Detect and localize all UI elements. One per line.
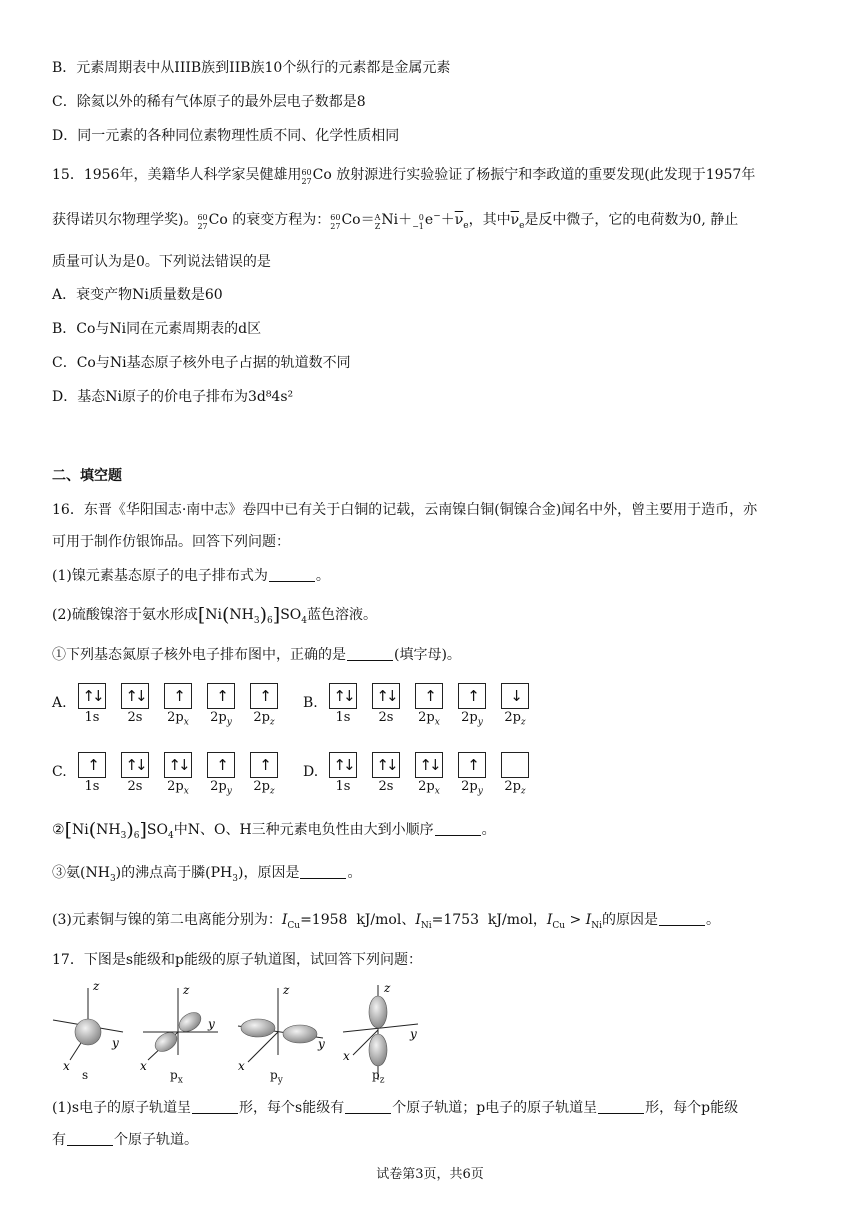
q16-sub3: ③氨$(NH_3)$的沸点高于膦$(PH_3)$，原因是 。 [52,865,362,884]
answer-blank [300,864,346,879]
q16-part3: (3)元素铜与镍的第二电离能分别为：$I_{Cu}=1958$ kJ/mol、$I_{Ni}=1753$ kJ/mol，$I_{Cu} > I_{Ni}$的原因是 。 [52,912,721,931]
q14-option-d: D．同一元素的各种同位素物理性质不同、化学性质相同 [52,128,400,144]
svg-text:x: x [140,1059,147,1073]
answer-blank [192,1099,238,1114]
orbital-box [501,752,529,778]
orbital-box: ↓ [501,683,529,709]
orbital-box: ↑↓ [121,752,149,778]
orbital-box: ↑ [207,683,235,709]
answer-blank [435,821,481,836]
q15-line1: 15．1956年，美籍华人科学家吴健雄用60 27Co 放射源进行实验验证了杨振宁和李政道的重要发现(此发现于1957年 [52,167,756,186]
orbital-box: ↑ [250,683,278,709]
q14-option-c: C．除氦以外的稀有气体原子的最外层电子数都是8 [52,94,366,110]
page-footer: 试卷第3页，共6页 [376,1167,484,1182]
orbital-shapes-figure [48,980,428,1090]
section-title: 二、填空题 [52,468,122,484]
svg-text:y: y [112,1036,119,1050]
orbital-box: ↑↓ [329,683,357,709]
co-isotope-notation: 60 27 [301,168,312,186]
orbital-label: 2s [378,779,394,794]
q15-option-b: B．Co与Ni同在元素周期表的d区 [52,321,262,337]
q16-part1: (1)镍元素基态原子的电子排布式为 。 [52,568,330,584]
orbital-label: $2p_z$ [504,779,526,797]
orbital-label: 2s [378,710,394,725]
svg-text:z: z [384,981,391,995]
orbital-label: 2s [127,710,143,725]
orbital-box: ↑ [250,752,278,778]
orbital-label: $2p_y$ [210,710,232,728]
orbital-box: ↑ [458,683,486,709]
orbital-label: $2p_y$ [461,779,483,797]
q16-sub2: $②[Ni(NH_3)_6]SO_4$中N、O、H三种元素电负性由大到小顺序 。 [52,819,496,841]
q15-option-c: C．Co与Ni基态原子核外电子占据的轨道数不同 [52,355,351,371]
q17-line1: 17．下图是s能级和p能级的原子轨道图，试回答下列问题： [52,952,422,968]
q17-part1-line2: 有 个原子轨道。 [52,1132,198,1148]
orbital-box: ↑↓ [372,683,400,709]
svg-text:x: x [63,1059,70,1073]
svg-text:z: z [183,983,190,997]
diagram-option-a: A. [52,695,67,711]
orbital-label: $2p_x$ [418,710,440,728]
orbital-label: $2p_z$ [253,710,275,728]
q15-line2: 获得诺贝尔物理学奖)。60 27Co 的衰变方程为：60 27Co＝A ZNi＋ 0 $-1e^-+\overline{\nu}_e$，其中$\overline{\nu}_e$是反中微子，它的电荷数为0, 静止 [52,211,739,231]
orbital-label: 1s [84,710,100,725]
orbital-label: $2p_y$ [461,710,483,728]
answer-blank [347,646,393,661]
q16-part2: (2)硫酸镍溶于氨水形成$[Ni(NH_3)_6]SO_4$蓝色溶液。 [52,604,378,626]
svg-text:z: z [93,980,100,993]
q15-option-a: A．衰变产物Ni质量数是60 [52,287,223,303]
svg-text:y: y [410,1027,417,1041]
answer-blank [659,911,705,926]
svg-text:y: y [318,1037,325,1051]
answer-blank [67,1131,113,1146]
q16-line1: 16．东晋《华阳国志·南中志》卷四中已有关于白铜的记载，云南镍白铜(铜镍合金)闻名中外，曾主要用于造币，亦 [52,502,758,518]
answer-blank [269,567,315,582]
q15-option-d: D．基态Ni原子的价电子排布为3d⁸4s² [52,389,294,405]
q16-line2: 可用于制作仿银饰品。回答下列问题： [52,534,290,550]
answer-blank [345,1099,391,1114]
orbital-label: 1s [335,779,351,794]
orbital-box: ↑↓ [121,683,149,709]
diagram-option-c: C. [52,764,67,780]
orbital-label: 1s [84,779,100,794]
caption-pz: $p_z$ [372,1068,385,1086]
orbital-box: ↑↓ [415,752,443,778]
orbital-box: ↑ [164,683,192,709]
orbital-box: ↑ [458,752,486,778]
px-orbital-diagram [140,983,218,1073]
pz-orbital-diagram [343,981,418,1086]
orbital-label: $2p_z$ [253,779,275,797]
caption-py: $p_y$ [270,1068,283,1086]
orbital-label: $2p_z$ [504,710,526,728]
caption-px: $p_x$ [170,1068,183,1086]
q14-option-b: B．元素周期表中从IIIB族到IIB族10个纵行的元素都是金属元素 [52,60,451,76]
orbital-label: $2p_x$ [418,779,440,797]
svg-text:x: x [238,1059,245,1073]
orbital-label: $2p_y$ [210,779,232,797]
svg-text:y: y [208,1017,215,1031]
s-orbital-diagram [53,980,123,1073]
svg-text:z: z [283,983,290,997]
q15-line3: 质量可认为是0。下列说法错误的是 [52,254,271,270]
py-orbital-diagram [238,983,325,1073]
q17-part1-line1: (1)s电子的原子轨道呈 形，每个s能级有 个原子轨道；p电子的原子轨道呈 形，每个p能级 [52,1100,739,1116]
q16-sub1: ①下列基态氮原子核外电子排布图中，正确的是 (填字母)。 [52,647,461,663]
orbital-box: ↑↓ [164,752,192,778]
svg-text:x: x [343,1049,350,1063]
answer-blank [598,1099,644,1114]
caption-s: s [82,1068,89,1082]
diagram-option-d: D. [303,764,319,780]
orbital-box: ↑ [78,752,106,778]
orbital-box: ↑↓ [329,752,357,778]
orbital-box: ↑ [415,683,443,709]
diagram-option-b: B. [303,695,318,711]
orbital-label: 2s [127,779,143,794]
orbital-label: $2p_x$ [167,710,189,728]
orbital-box: ↑↓ [372,752,400,778]
orbital-box: ↑↓ [78,683,106,709]
orbital-label: $2p_x$ [167,779,189,797]
orbital-box: ↑ [207,752,235,778]
orbital-label: 1s [335,710,351,725]
